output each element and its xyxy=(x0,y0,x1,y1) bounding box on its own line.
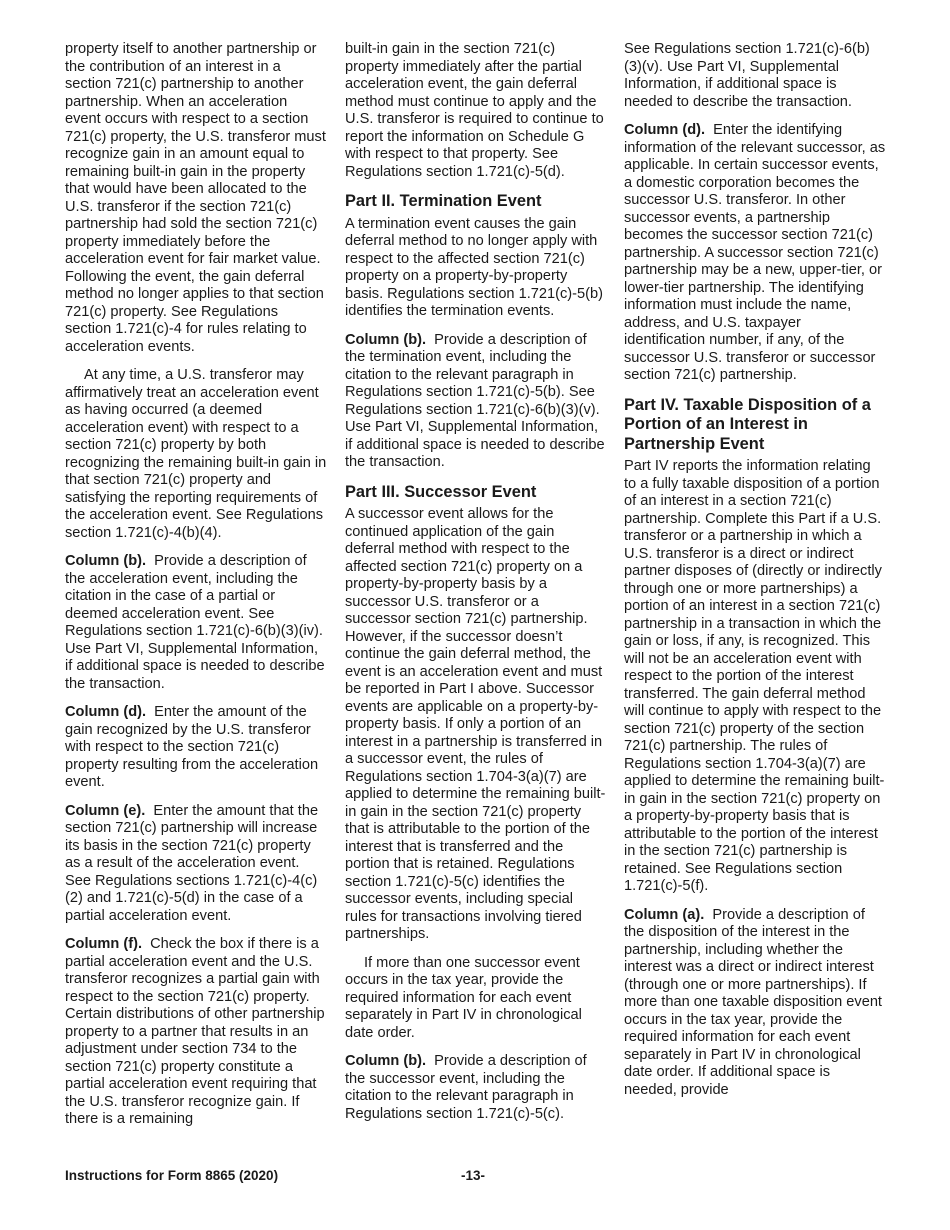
column-f-text: Check the box if there is a partial acceleration event and the U.S. transferor recognizes a partial gain with respect to the section 721(c) property. Certain distributions of other partnership property to a partner that results in an adjustment under section 734 to the section 721(c) property constitute a partial acceleration event requiring that the U.S. transferor recognize gain. If there is a remaining xyxy=(65,936,325,1127)
paragraph-termination-event: A termination event causes the gain deferral method to no longer apply with respect to the affected section 721(c) property on a property-by-property basis. Regulations section 1.721(c)-5(b) identifies the termination events. xyxy=(345,215,603,319)
heading-part-iv: Part IV. Taxable Disposition of a Portion of an Interest in Partnership Event xyxy=(624,395,871,453)
paragraph-column-b-successor xyxy=(345,1053,607,1123)
paragraph-acceleration-continued: property itself to another partnership or the contribution of an interest in a section 721(c) partnership to another partnership. When an acceleration event occurs with respect to a section 721(c) property, the U.S. transferor must recognize gain in an amount equal to remaining built-in gain in the property that would have been allocated to the U.S. transferor if the section 721(c) partnership had sold the section 721(c) property immediately before the acceleration event for fair market value. Following the event, the gain deferral method no longer applies to that section 721(c) property. See Regulations section 1.721(c)-4 for rules relating to acceleration events. xyxy=(65,41,326,355)
column-b-lead: Column (b). xyxy=(65,553,147,569)
heading-part-ii: Part II. Termination Event xyxy=(345,192,542,210)
footer-form-title: Instructions for Form 8865 (2020) xyxy=(65,1168,279,1183)
column-d-text: Enter the amount of the gain recognized by the U.S. transferor with respect to the section 721(c) property resulting from the acceleration event. xyxy=(65,704,319,790)
paragraph-column-d-acceleration xyxy=(65,704,327,792)
column-middle xyxy=(345,41,607,1134)
paragraph-successor-continued: See Regulations section 1.721(c)-6(b)(3)(v). Use Part VI, Supplemental Information, if additional space is needed to describe the transaction. xyxy=(624,41,870,110)
column-b-text: Provide a description of the successor event, including the citation to the relevant paragraph in Regulations section 1.721(c)-5(c). xyxy=(345,1053,587,1122)
paragraph-taxable-disposition: Part IV reports the information relating to a fully taxable disposition of a portion of an interest in a section 721(c) partnership. Complete this Part if a U.S. transferor or a partnership in which a U.S. transferor is a direct or indirect partner disposes of (directly or indirectly through one or more partnerships) a portion of an interest in a section 721(c) partnership in a transaction in which the gain or loss, if any, is recognized. This will not be an acceleration event with respect to the portion of the interest transferred. The gain deferral method will continue to apply with respect to the section 721(c) property of the section 721(c) partnership. The rules of Regulations section 1.704-3(a)(7) are applied to determine the remaining built-in gain in the section 721(c) property on a property-by-property basis that is attributable to the portion of the interest in the section 721(c) partnership is retained. See Regulations section 1.721(c)-5(f). xyxy=(624,458,885,894)
paragraph-column-b-termination xyxy=(345,332,607,472)
paragraph-column-a xyxy=(624,907,886,1100)
paragraph-column-b-acceleration xyxy=(65,553,327,693)
column-b-text: Provide a description of the termination event, including the citation to the relevant paragraph in Regulations section 1.721(c)-5(b). See Regulations section 1.721(c)-6(b)(3)(v). Use Part VI, Supplemental Information, if additional space is needed to describe the transaction. xyxy=(345,331,605,470)
column-d-lead: Column (d). xyxy=(65,704,147,720)
column-b-text: Provide a description of the acceleration event, including the citation in the case of a partial or deemed acceleration event. See Regulations section 1.721(c)-6(b)(3)(iv). Use Part VI, Supplemental Information, if additional space is needed to describe the transaction. xyxy=(65,553,325,692)
paragraph-partial-acceleration-continued: built-in gain in the section 721(c) property immediately after the partial acceleration event, the gain deferral method must continue to apply and the U.S. transferor is required to continue to report the information on Schedule G with respect to that property. See Regulations section 1.721(c)-5(d). xyxy=(345,41,604,180)
column-b-lead: Column (b). xyxy=(345,331,427,348)
page-number: -13- xyxy=(461,1168,486,1183)
paragraph-deemed-acceleration: At any time, a U.S. transferor may affirmatively treat an acceleration event as having occurred (a deemed acceleration event) with respect to a section 721(c) property by both recognizing the remaining built-in gain in that section 721(c) property and satisfying the reporting requirements of the acceleration event. See Regulations section 1.721(c)-4(b)(4). xyxy=(65,367,327,541)
heading-part-iii: Part III. Successor Event xyxy=(345,482,537,501)
column-a-lead: Column (a). xyxy=(624,906,705,923)
paragraph-successor-event: A successor event allows for the continued application of the gain deferral method with respect to the affected section 721(c) property on a property-by-property basis by a successor U.S. transferor or a successor section 721(c) partnership. However, if the successor doesn’t continue the gain deferral method, the event is an acceleration event and must be reported in Part I above. Successor events are applicable on a property-by-property basis. If only a portion of an interest in a partnership is transferred in a successor event, the rules of Regulations section 1.704-3(a)(7) are applied to determine the remaining built-in gain in the section 721(c) property that is attributable to the portion of the interest that is transferred and the portion that is retained. Regulations section 1.721(c)-5(c) identifies the successor events, including special rules for transactions involving tiered partnerships. xyxy=(345,506,606,942)
paragraph-multiple-successor-events: If more than one successor event occurs in the tax year, provide the required information for each event separately in Part IV in chronological date order. xyxy=(345,954,582,1041)
column-d-lead: Column (d). xyxy=(624,122,706,138)
paragraph-column-d-successor xyxy=(624,122,886,385)
column-d-text: Enter the identifying information of the relevant successor, as applicable. In certain successor events, a domestic corporation becomes the successor U.S. transferor. In other successor events, a partnership becomes the successor section 721(c) partnership. A successor section 721(c) partnership may be a new, upper-tier, or lower-tier partnership. The identifying information must include the name, address, and U.S. taxpayer identification number, if any, of the successor U.S. transferor or successor section 721(c) partnership. xyxy=(624,122,886,383)
column-a-text: Provide a description of the disposition of the interest in the partnership, including whether the interest was a direct or indirect interest (through one or more partnerships). If more than one taxable disposition event occurs in the tax year, provide the required information for each event separately in Part IV in chronological date order. If additional space is needed, provide xyxy=(624,906,882,1098)
paragraph-column-e xyxy=(65,803,327,926)
paragraph-column-f xyxy=(65,936,327,1129)
column-left xyxy=(65,41,327,1140)
column-f-lead: Column (f). xyxy=(65,936,143,952)
column-e-text: Enter the amount that the section 721(c) partnership will increase its basis in the section 721(c) property as a result of the acceleration event. See Regulations sections 1.721(c)-4(c)(2) and 1.721(c)-5(d) in the case of a partial acceleration event. xyxy=(65,802,319,924)
column-right xyxy=(624,41,886,1110)
column-b-lead: Column (b). xyxy=(345,1053,427,1069)
column-e-lead: Column (e). xyxy=(65,802,146,819)
